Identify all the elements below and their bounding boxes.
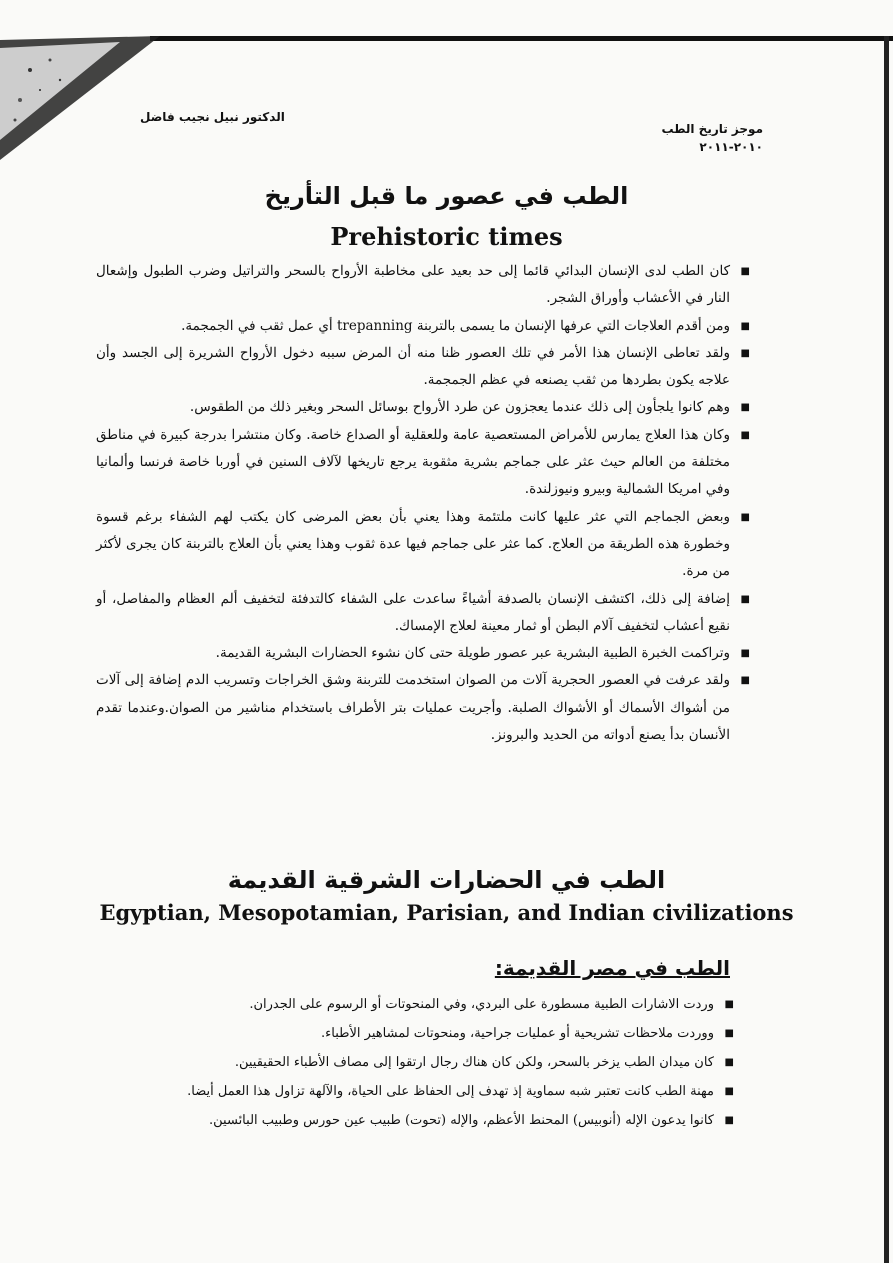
- bullet-icon: ■: [724, 1057, 734, 1068]
- bullet-icon: ■: [724, 1028, 734, 1039]
- bullet-icon: ■: [740, 320, 750, 332]
- course-year: ٢٠١٠-٢٠١١: [699, 140, 763, 154]
- bullet-icon: ■: [740, 593, 750, 605]
- list-item: ■ وكان هذا العلاج يمارس للأمراض المستعصية عامة وللعقلية أو الصداع خاصة. وكان منتشرا بدرجة كبيرة في مناطق مختلفة من العالم حيث عثر على جماجم بشرية مثقوبة يرجع تاريخها لآلاف السنين في أوربا خاصة فرنسا وألمانيا وفي امريكا الشمالية وبيرو ونيوزلندة.: [96, 422, 752, 504]
- bullet-icon: ■: [724, 999, 734, 1010]
- list-item: ■ كان الطب لدى الإنسان البدائي قائما إلى حد بعيد على مخاطبة الأرواح بالسحر والتراتيل وضرب الطبول وإشعال النار في الأعشاب وأوراق الشجر.: [96, 258, 752, 313]
- scan-border-top: [150, 36, 893, 41]
- section2-title-en: Egyptian, Mesopotamian, Parisian, and Indian civilizations: [99, 900, 794, 925]
- list-item: ■ ولقد تعاطى الإنسان هذا الأمر في تلك العصور ظنا منه أن المرض سببه دخول الأرواح الشريرة إلى الجسد وأن علاجه يكون بطردها من ثقب يصنعه في عظم الجمجمة.: [96, 340, 752, 395]
- bullet-icon: ■: [724, 1115, 734, 1126]
- scan-border-right: [884, 36, 889, 1263]
- scan-corner-noise: [0, 30, 160, 160]
- list-item: ■ إضافة إلى ذلك، اكتشف الإنسان بالصدفة أشياءً ساعدت على الشفاء كالتدفئة لتخفيف ألم العظام والمفاصل، أو نقيع أعشاب لتخفيف آلام البطن أو ثمار معينة لعلاج الإمساك.: [96, 586, 752, 641]
- course-title: موجز تاريخ الطب: [661, 122, 763, 136]
- list-item: ■ كان ميدان الطب يزخر بالسحر، ولكن كان هناك رجال ارتقوا إلى مصاف الأطباء الحقيقيين.: [120, 1048, 736, 1077]
- list-item: ■ ووردت ملاحظات تشريحية أو عمليات جراحية، ومنحوتات لمشاهير الأطباء.: [120, 1019, 736, 1048]
- list-item: ■ ومن أقدم العلاجات التي عرفها الإنسان ما يسمى بالتربنة trepanning أي عمل ثقب في الجمجمة.: [96, 313, 752, 340]
- section2-list: [120, 990, 736, 1135]
- bullet-icon: ■: [724, 1086, 734, 1097]
- list-item: ■ ولقد عرفت في العصور الحجرية آلات من الصوان استخدمت للتربنة وشق الخراجات وتسريب الدم إضافة إلى آلات من أشواك الأسماك أو الأشواك الصلبة. وأجريت عمليات بتر الأطراف باستخدام مناشير من الصوان.وعندما تقدم الأنسان بدأ يصنع أدواته من الحديد والبرونز.: [96, 667, 752, 749]
- bullet-icon: ■: [740, 347, 750, 359]
- bullet-icon: ■: [740, 675, 750, 687]
- list-item: ■ وبعض الجماجم التي عثر عليها كانت ملتئمة وهذا يعني بأن بعض المرضى كان يكتب لهم الشفاء برغم قسوة وخطورة هذه الطريقة من العلاج. كما عثر على جماجم فيها عدة ثقوب وهذا يعني بأن العلاج بالتربنة كان يجرى لأكثر من مرة.: [96, 504, 752, 586]
- list-item: ■ كانوا يدعون الإله (أنوبيس) المحنط الأعظم، والإله (تحوت) طبيب عين حورس وطبيب البائسين.: [120, 1106, 736, 1135]
- course-header: [661, 120, 763, 156]
- section1-title-en: Prehistoric times: [330, 222, 563, 251]
- section1-title-ar: الطب في عصور ما قبل التأريخ: [264, 182, 629, 210]
- subsection-title-egypt: الطب في مصر القديمة:: [494, 956, 730, 980]
- list-item: ■ وهم كانوا يلجأون إلى ذلك عندما يعجزون عن طرد الأرواح بوسائل السحر وبغير ذلك من الطقوس.: [96, 394, 752, 421]
- section1-list: [96, 258, 752, 749]
- list-item: ■ وردت الاشارات الطبية مسطورة على البردي، وفي المنحوتات أو الرسوم على الجدران.: [120, 990, 736, 1019]
- section2-title-ar: الطب في الحضارات الشرقية القديمة: [227, 866, 666, 894]
- bullet-icon: ■: [740, 648, 750, 660]
- list-item: ■ مهنة الطب كانت تعتبر شبه سماوية إذ تهدف إلى الحفاظ على الحياة، والآلهة تزاول هذا العمل أيضا.: [120, 1077, 736, 1106]
- bullet-icon: ■: [740, 511, 750, 523]
- list-item: ■ وتراكمت الخبرة الطبية البشرية عبر عصور طويلة حتى كان نشوء الحضارات البشرية القديمة.: [96, 640, 752, 667]
- author-name: الدكتور نبيل نجيب فاضل: [140, 110, 285, 124]
- bullet-icon: ■: [740, 429, 750, 441]
- bullet-icon: ■: [740, 266, 750, 277]
- bullet-icon: ■: [740, 402, 750, 414]
